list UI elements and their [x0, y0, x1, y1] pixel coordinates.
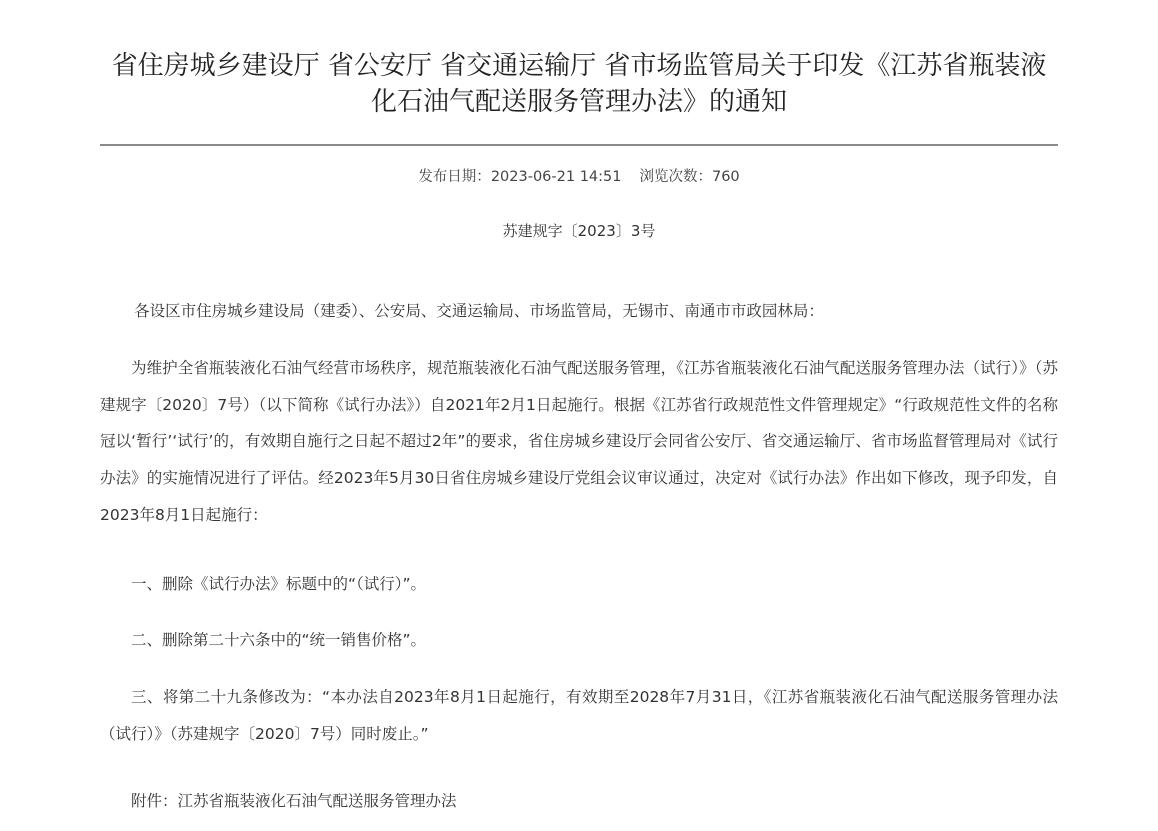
title-divider — [100, 144, 1058, 146]
publish-date-label: 发布日期： — [418, 169, 491, 185]
view-count: 760 — [711, 169, 740, 185]
publish-date: 2023-06-21 14:51 — [490, 169, 622, 185]
amendment-item-2: 二、删除第二十六条中的“统一销售价格”。 — [131, 631, 427, 649]
attachment-line: 附件：江苏省瓶装液化石油气配送服务管理办法 — [131, 792, 457, 810]
body-paragraph: 为维护全省瓶装液化石油气经营市场秩序，规范瓶装液化石油气配送服务管理，《江苏省瓶装液化石油气配送服务管理办法（试行）》（苏建规字〔2020〕7号）（以下简称《试行办法》）自2021年2月1日起施行。根据《江苏省行政规范性文件管理规定》“行政规范性文件的名称冠以‘暂行’‘试行’的，有效期自施行之日起不超过2年”的要求，省住房城乡建设厅会同省公安厅、省交通运输厅、省市场监督管理局对《试行办法》的实施情况进行了评估。经2023年5月30日省住房城乡建设厅党组会议审议通过，决定对《试行办法》作出如下修改，现予印发，自2023年8月1日起施行： — [100, 359, 1058, 524]
publish-meta — [100, 166, 1058, 188]
page-title: 省住房城乡建设厅 省公安厅 省交通运输厅 省市场监管局关于印发《江苏省瓶装液化石油气配送服务管理办法》的通知 — [111, 51, 1047, 117]
amendment-item-3: 三、将第二十九条修改为：“本办法自2023年8月1日起施行，有效期至2028年7月31日，《江苏省瓶装液化石油气配送服务管理办法（试行）》（苏建规字〔2020〕7号）同时废止。” — [100, 688, 1058, 743]
addressee-paragraph: 各设区市住房城乡建设局（建委）、公安局、交通运输局、市场监管局，无锡市、南通市市政园林局： — [134, 302, 824, 320]
view-count-label: 浏览次数： — [639, 169, 712, 185]
document-number: 苏建规字〔2023〕3号 — [502, 222, 656, 240]
amendment-item-1: 一、删除《试行办法》标题中的“（试行）”。 — [131, 575, 427, 593]
